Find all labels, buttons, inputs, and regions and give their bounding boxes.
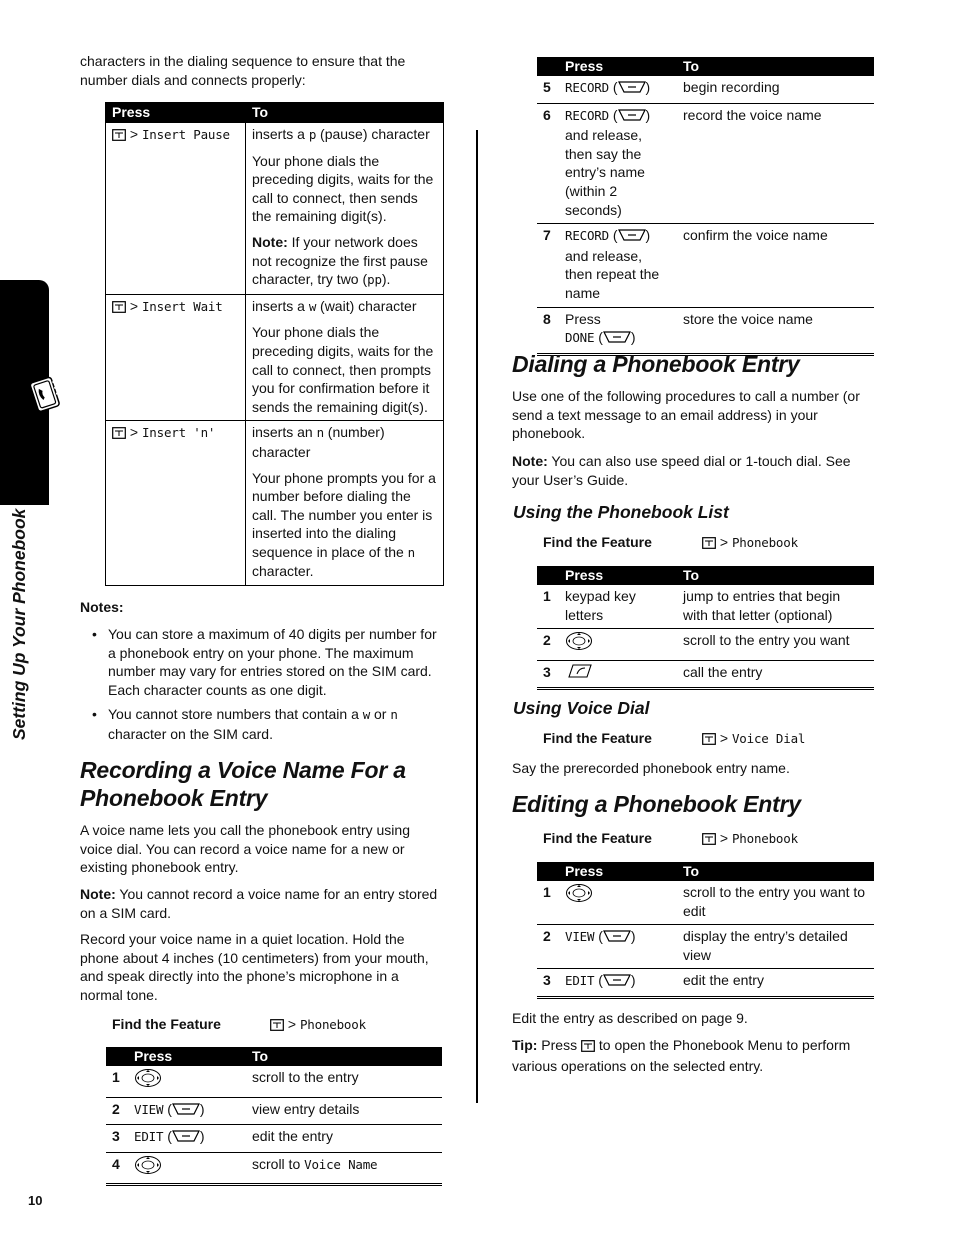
table-row — [106, 123, 444, 295]
menu-key-icon — [702, 535, 716, 554]
recording-note: Note: You cannot record a voice name for an entry stored on a SIM card. — [80, 886, 438, 921]
column-divider — [476, 130, 478, 1103]
intro-text: characters in the dialing sequence to ensure that the number dials and connects properly: — [80, 53, 406, 88]
step-number: 2 — [537, 925, 559, 969]
soft-key-icon — [603, 330, 631, 349]
recording-instructions: Record your voice name in a quiet location. Hold the phone about 4 inches (10 centimeters) from your mouth, and speak directly into the phone’s microphone in a normal tone. — [80, 931, 429, 1003]
soft-key-label: VIEW — [565, 929, 595, 945]
soft-key-icon — [172, 1129, 200, 1148]
press-cell: EDIT ( ) — [128, 1125, 246, 1153]
header-to: To — [677, 566, 874, 585]
press-cell — [559, 881, 677, 925]
table-row — [537, 660, 874, 689]
soft-key-label: EDIT — [134, 1129, 164, 1145]
press-cell — [128, 1066, 246, 1097]
insert-characters-table — [105, 102, 444, 586]
to-cell: edit the entry — [246, 1125, 442, 1153]
find-feature-path: > Phonebook — [702, 533, 798, 554]
nav-key-icon — [134, 1068, 162, 1093]
dialing-heading: Dialing a Phonebook Entry — [512, 351, 800, 377]
header-to: To — [677, 57, 874, 76]
find-feature-label: Find the Feature — [543, 830, 652, 846]
soft-key-label: VIEW — [134, 1101, 164, 1117]
to-cell: scroll to Voice Name — [246, 1152, 442, 1185]
table-header — [537, 57, 874, 76]
description-text: Note: If your network does not recognize the first pause character, try two (pp). — [252, 233, 428, 288]
voice-name-steps-table — [106, 1047, 442, 1186]
phonebook-list-steps-table — [537, 566, 874, 690]
list-item: • You cannot store numbers that contain a w or n character on the SIM card. — [80, 705, 440, 743]
tip-paragraph: Tip: Press to open the Phonebook Menu to perform various operations on the selected entry. — [512, 1037, 851, 1074]
soft-key-icon — [603, 929, 631, 948]
header-press: Press — [106, 103, 246, 123]
to-cell: scroll to the entry you want to edit — [677, 881, 874, 925]
dialing-paragraph: Use one of the following procedures to call a number (or send a text message to an email address) in your phonebook. — [512, 388, 860, 442]
table-row — [106, 1125, 442, 1153]
menu-key-icon — [270, 1017, 284, 1036]
to-cell: store the voice name — [677, 307, 874, 354]
description-cell — [246, 294, 444, 421]
find-feature-label: Find the Feature — [112, 1016, 221, 1032]
section-label: Setting Up Your Phonebook — [9, 508, 29, 740]
description-text: inserts an n (number) character — [252, 424, 385, 460]
press-cell — [559, 629, 677, 661]
press-cell — [128, 1152, 246, 1185]
menu-item-label: Insert 'n' — [141, 425, 216, 441]
menu-key-icon — [112, 127, 126, 146]
phonebook-list-heading: Using the Phonebook List — [513, 502, 729, 522]
description-text: Your phone prompts you for a number before dialing the call. The number you enter is inserted into the dialing sequence in place of the n character. — [252, 469, 436, 580]
press-cell: RECORD ( ) — [559, 76, 677, 103]
table-row — [537, 925, 874, 969]
description-text: Your phone dials the preceding digits, waits for the call to connect, then sends the remaining digit(s). — [252, 152, 434, 225]
soft-key-label: EDIT — [565, 973, 595, 989]
press-cell: VIEW ( ) — [128, 1097, 246, 1125]
soft-key-label: RECORD — [565, 107, 609, 123]
description-cell — [246, 123, 444, 295]
phonebook-icon — [26, 373, 66, 417]
header-press: Press — [559, 862, 677, 881]
table-row — [106, 1152, 442, 1185]
header-press: Press — [559, 57, 677, 76]
soft-key-icon — [603, 973, 631, 992]
menu-item-label: Insert Wait — [141, 298, 223, 314]
header-to: To — [677, 862, 874, 881]
find-feature-path: > Phonebook — [702, 829, 798, 850]
to-cell: edit the entry — [677, 969, 874, 998]
table-row — [537, 629, 874, 661]
table-row — [106, 1097, 442, 1125]
header-to: To — [246, 1047, 442, 1066]
to-cell: jump to entries that begin with that letter (optional) — [677, 585, 874, 629]
step-number: 2 — [537, 629, 559, 661]
to-cell: scroll to the entry you want — [677, 629, 874, 661]
soft-key-icon — [172, 1102, 200, 1121]
to-cell: confirm the voice name — [677, 224, 874, 307]
step-number: 4 — [106, 1152, 128, 1185]
press-cell: RECORD ( ) and release, then say the entry’s name (within 2 seconds) — [559, 103, 677, 224]
find-feature-path: > Voice Dial — [702, 729, 805, 750]
step-number: 6 — [537, 103, 559, 224]
table-row — [537, 585, 874, 629]
soft-key-icon — [618, 228, 646, 247]
description-text: Your phone dials the preceding digits, waits for the call to connect, then prompts you for confirmation before it sends the remaining digit(s). — [252, 324, 434, 415]
soft-key-label: DONE — [565, 330, 595, 346]
soft-key-icon — [618, 80, 646, 99]
table-header — [106, 1047, 442, 1066]
press-cell: RECORD ( ) and release, then repeat the name — [559, 224, 677, 307]
to-cell: display the entry’s detailed view — [677, 925, 874, 969]
menu-key-icon — [112, 299, 126, 318]
description-text: inserts a w (wait) character — [252, 297, 417, 314]
menu-key-icon — [702, 731, 716, 750]
step-number: 5 — [537, 76, 559, 103]
list-item: • You can store a maximum of 40 digits per number for a phonebook entry on your phone. The maximum number may vary for entries stored on the SIM card. Each character counts as one digit. — [80, 625, 440, 699]
menu-key-icon — [112, 425, 126, 444]
to-cell: scroll to the entry — [246, 1066, 442, 1097]
step-number: 2 — [106, 1097, 128, 1125]
table-row — [537, 224, 874, 307]
find-feature-label: Find the Feature — [543, 534, 652, 550]
to-cell: record the voice name — [677, 103, 874, 224]
description-text: inserts a p (pause) character — [252, 126, 430, 142]
to-cell: call the entry — [677, 660, 874, 689]
menu-key-icon — [581, 1038, 595, 1057]
to-cell: view entry details — [246, 1097, 442, 1125]
edit-paragraph: Edit the entry as described on page 9. — [512, 1010, 748, 1026]
header-press: Press — [559, 566, 677, 585]
page-number: 10 — [28, 1193, 43, 1208]
table-row — [537, 969, 874, 998]
section-side-tab — [0, 280, 49, 505]
table-row — [537, 76, 874, 103]
press-cell: Press DONE ( ) — [559, 307, 677, 354]
press-cell: keypad key letters — [559, 585, 677, 629]
table-row — [537, 881, 874, 925]
header-press: Press — [128, 1047, 246, 1066]
table-header — [537, 566, 874, 585]
editing-heading: Editing a Phonebook Entry — [512, 791, 801, 817]
find-feature-label: Find the Feature — [543, 730, 652, 746]
press-cell: VIEW ( ) — [559, 925, 677, 969]
dialing-note: Note: You can also use speed dial or 1-touch dial. See your User’s Guide. — [512, 453, 851, 488]
table-row — [106, 421, 444, 586]
step-number: 8 — [537, 307, 559, 354]
table-row — [537, 103, 874, 224]
press-cell: > Insert 'n' — [106, 421, 246, 586]
header-to: To — [246, 103, 444, 123]
menu-item-label: Insert Pause — [141, 127, 230, 142]
description-cell — [246, 421, 444, 586]
step-number: 1 — [537, 881, 559, 925]
step-number: 3 — [537, 969, 559, 998]
menu-key-icon — [702, 831, 716, 850]
soft-key-label: RECORD — [565, 228, 609, 244]
record-steps-table — [537, 57, 874, 356]
nav-key-icon — [565, 631, 593, 656]
table-header — [106, 103, 444, 123]
voice-dial-paragraph: Say the prerecorded phonebook entry name. — [512, 760, 790, 776]
step-number: 1 — [537, 585, 559, 629]
press-cell: > Insert Wait — [106, 294, 246, 421]
table-row — [537, 307, 874, 354]
step-number: 3 — [537, 660, 559, 689]
edit-steps-table — [537, 862, 874, 999]
table-row — [106, 1066, 442, 1097]
step-number: 3 — [106, 1125, 128, 1153]
press-cell: EDIT ( ) — [559, 969, 677, 998]
press-cell: > Insert Pause — [106, 123, 246, 295]
step-number: 7 — [537, 224, 559, 307]
soft-key-label: RECORD — [565, 80, 609, 95]
nav-key-icon — [134, 1155, 162, 1180]
recording-paragraph: A voice name lets you call the phonebook entry using voice dial. You can record a voice name for a new or existing phonebook entry. — [80, 822, 410, 876]
notes-label: Notes: — [80, 599, 124, 615]
soft-key-icon — [618, 108, 646, 127]
recording-heading: Recording a Voice Name For a Phonebook Entry — [80, 757, 406, 811]
table-header — [537, 862, 874, 881]
press-cell — [559, 660, 677, 689]
step-number: 1 — [106, 1066, 128, 1097]
find-feature-path: > Phonebook — [270, 1015, 366, 1036]
send-key-icon — [565, 663, 593, 684]
nav-key-icon — [565, 883, 593, 908]
notes-list — [80, 625, 440, 750]
table-row — [106, 294, 444, 421]
voice-dial-heading: Using Voice Dial — [513, 698, 650, 718]
to-cell: begin recording — [677, 76, 874, 103]
